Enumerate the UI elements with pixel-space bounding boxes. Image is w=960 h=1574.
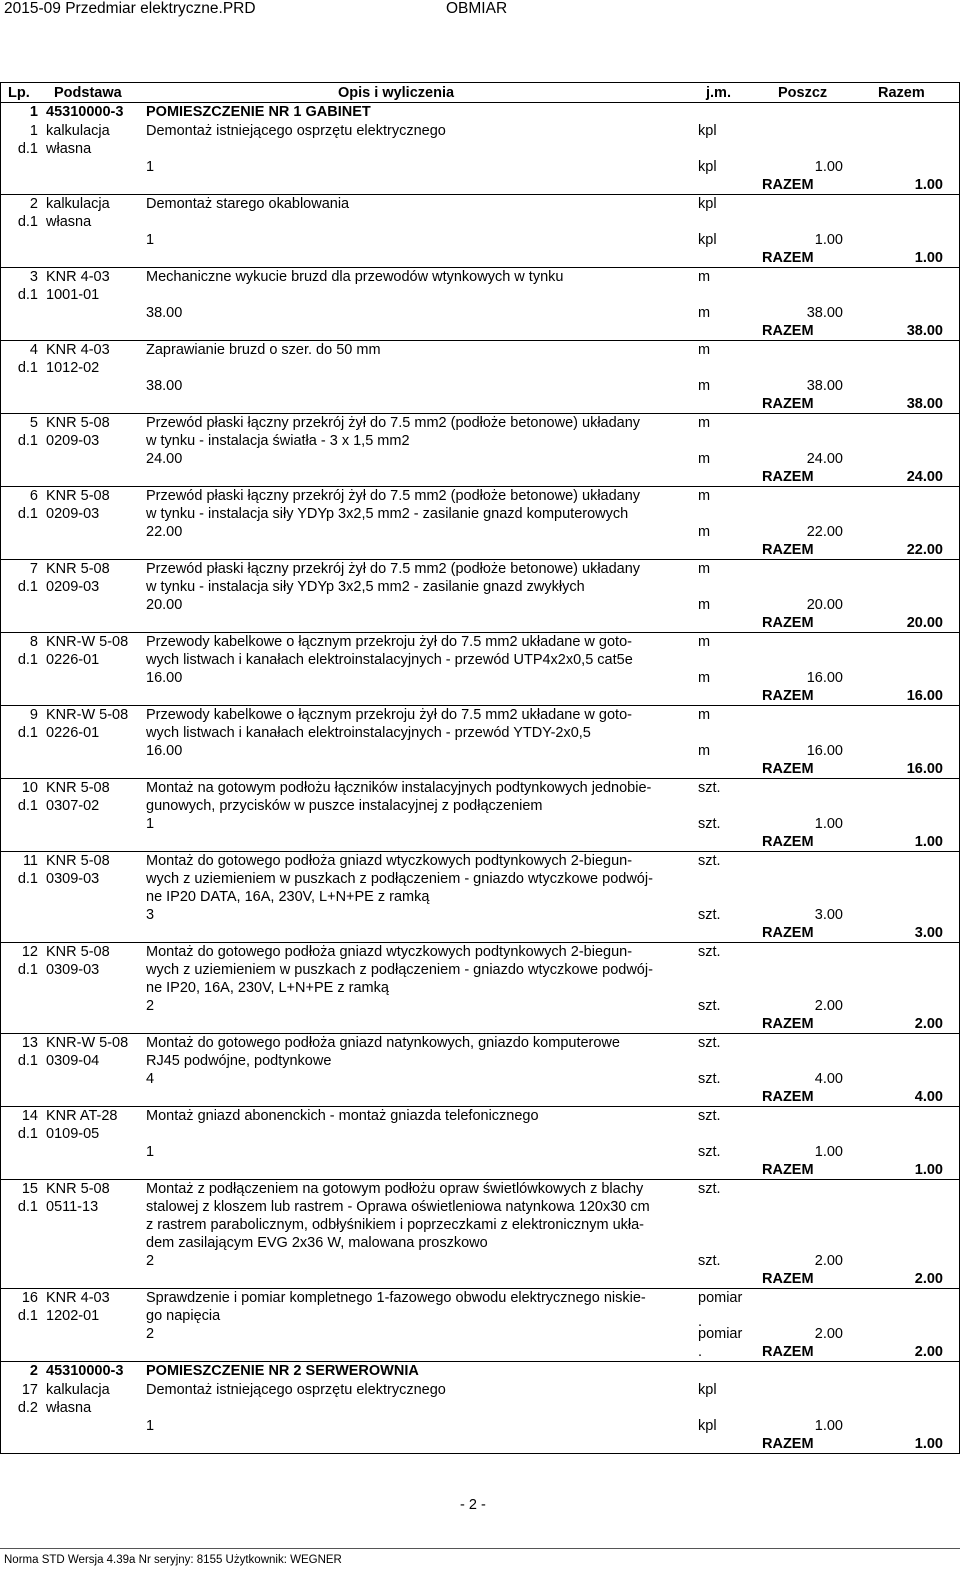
item-unit: szt.: [698, 1035, 721, 1051]
item-partial-value: 4.00: [814, 1071, 843, 1087]
item-number: 13: [21, 1035, 38, 1051]
item-description: wych z uziemieniem w puszkach z podłączeniem - gniazdo wtyczkowe podwój-: [146, 871, 653, 887]
item-description: Montaż z podłączeniem na gotowym podłożu opraw świetlówkowych z blachy: [146, 1181, 644, 1197]
item-calc-unit: m: [698, 451, 711, 467]
item-unit: szt.: [698, 780, 721, 796]
footer-info: Norma STD Wersja 4.39a Nr seryjny: 8155 Użytkownik: WEGNER: [4, 1554, 342, 1566]
item-calc-quantity: 1: [146, 816, 155, 832]
item-calc-quantity: 20.00: [146, 597, 183, 613]
item-base: kalkulacja: [46, 196, 110, 212]
item-number: 4: [29, 342, 38, 358]
item-base: 1202-01: [46, 1308, 100, 1324]
item-description: Przewody kabelkowe o łącznym przekroju żył do 7.5 mm2 układane w goto-: [146, 707, 632, 723]
item-partial-value: 16.00: [806, 743, 843, 759]
item-unit-suffix: .: [698, 1314, 703, 1330]
item-calc-quantity: 16.00: [146, 743, 183, 759]
item-number: 7: [29, 561, 38, 577]
item-description: stalowej z kloszem lub rastrem - Oprawa oświetleniowa natynkowa 120x30 cm: [146, 1199, 650, 1215]
item-razem-label: RAZEM: [762, 250, 814, 266]
item-razem-label: RAZEM: [762, 1271, 814, 1287]
item-base: KNR-W 5-08: [46, 634, 129, 650]
item-partial-value: 2.00: [814, 1326, 843, 1342]
item-number: 16: [21, 1290, 38, 1306]
item-calc-unit: szt.: [698, 998, 721, 1014]
item-calc-unit: kpl: [698, 232, 717, 248]
item-number: 5: [29, 415, 38, 431]
item-base: kalkulacja: [46, 1382, 110, 1398]
item-description: Przewód płaski łączny przekrój żył do 7.5 mm2 (podłoże betonowe) układany: [146, 488, 641, 504]
item-base: 1001-01: [46, 287, 100, 303]
item-calc-quantity: 2: [146, 998, 155, 1014]
item-total: 1.00: [914, 250, 943, 266]
item-base: KNR 5-08: [46, 853, 110, 869]
item-total: 1.00: [914, 834, 943, 850]
item-number: 3: [29, 269, 38, 285]
item-separator: [0, 340, 960, 341]
item-description: z rastrem parabolicznym, odbłyśnikiem i poprzeczkami z elektronicznym ukła-: [146, 1217, 644, 1233]
item-razem-label: RAZEM: [762, 1436, 814, 1452]
item-unit: m: [698, 561, 711, 577]
item-calc-unit: m: [698, 670, 711, 686]
item-description: Przewód płaski łączny przekrój żył do 7.5 mm2 (podłoże betonowe) układany: [146, 415, 641, 431]
item-unit: szt.: [698, 944, 721, 960]
item-razem-label: RAZEM: [762, 761, 814, 777]
item-base: KNR 4-03: [46, 269, 110, 285]
item-total: 38.00: [906, 323, 943, 339]
item-razem-label: RAZEM: [762, 615, 814, 631]
item-partial-value: 22.00: [806, 524, 843, 540]
item-calc-quantity: 1: [146, 159, 155, 175]
item-calc-quantity: 2: [146, 1326, 155, 1342]
item-number: 15: [21, 1181, 38, 1197]
group-number: 2: [29, 1363, 38, 1379]
item-number: 17: [21, 1382, 38, 1398]
item-partial-value: 1.00: [814, 1144, 843, 1160]
item-unit: m: [698, 488, 711, 504]
item-partial-value: 1.00: [814, 1418, 843, 1434]
item-total: 22.00: [906, 542, 943, 558]
item-base: 0226-01: [46, 725, 100, 741]
item-unit: m: [698, 707, 711, 723]
item-number: 8: [29, 634, 38, 650]
item-unit: m: [698, 342, 711, 358]
item-section: d.1: [17, 962, 38, 978]
item-calc-quantity: 16.00: [146, 670, 183, 686]
item-description: w tynku - instalacja siły YDYp 3x2,5 mm2 - zasilanie gnazd komputerowych: [146, 506, 629, 522]
item-unit: kpl: [698, 196, 717, 212]
item-section: d.1: [17, 1308, 38, 1324]
item-number: 14: [21, 1108, 38, 1124]
item-partial-value: 1.00: [814, 816, 843, 832]
item-calc-quantity: 4: [146, 1071, 155, 1087]
item-base: KNR AT-28: [46, 1108, 118, 1124]
item-calc-unit: szt.: [698, 1253, 721, 1269]
item-description: Mechaniczne wykucie bruzd dla przewodów wtynkowych w tynku: [146, 269, 564, 285]
item-description: Montaż do gotowego podłoża gniazd wtyczkowych podtynkowych 2-biegun-: [146, 853, 633, 869]
item-razem-label: RAZEM: [762, 396, 814, 412]
item-partial-value: 1.00: [814, 232, 843, 248]
item-section: d.1: [17, 1126, 38, 1142]
item-total: 1.00: [914, 1436, 943, 1452]
item-unit: m: [698, 634, 711, 650]
item-calc-unit: m: [698, 743, 711, 759]
item-section: d.1: [17, 433, 38, 449]
item-razem-label: RAZEM: [762, 469, 814, 485]
group-code: 45310000-3: [46, 104, 124, 120]
item-section: d.1: [17, 360, 38, 376]
item-description: dem zasilającym EVG 2x36 W, malowana proszkowo: [146, 1235, 488, 1251]
item-base: 0226-01: [46, 652, 100, 668]
item-calc-unit-suffix: .: [698, 1344, 703, 1360]
item-total: 2.00: [914, 1344, 943, 1360]
item-separator: [0, 1453, 960, 1454]
item-section: d.1: [17, 871, 38, 887]
item-separator: [0, 194, 960, 195]
item-partial-value: 20.00: [806, 597, 843, 613]
item-description: RJ45 podwójne, podtynkowe: [146, 1053, 332, 1069]
item-number: 9: [29, 707, 38, 723]
item-calc-quantity: 24.00: [146, 451, 183, 467]
item-description: Sprawdzenie i pomiar kompletnego 1-fazowego obwodu elektrycznego niskie-: [146, 1290, 646, 1306]
item-base: 1012-02: [46, 360, 100, 376]
item-base: KNR 5-08: [46, 415, 110, 431]
item-base: 0307-02: [46, 798, 100, 814]
item-description: Montaż na gotowym podłożu łączników instalacyjnych podtynkowych jednobie-: [146, 780, 652, 796]
item-description: Montaż gniazd abonenckich - montaż gniazda telefonicznego: [146, 1108, 539, 1124]
group-title: POMIESZCZENIE NR 2 SERWEROWNIA: [146, 1363, 419, 1379]
item-razem-label: RAZEM: [762, 1162, 814, 1178]
item-base: KNR-W 5-08: [46, 707, 129, 723]
item-base: 0309-04: [46, 1053, 100, 1069]
item-partial-value: 38.00: [806, 378, 843, 394]
item-description: w tynku - instalacja światła - 3 x 1,5 mm2: [146, 433, 410, 449]
group-code: 45310000-3: [46, 1363, 124, 1379]
item-base: kalkulacja: [46, 123, 110, 139]
item-base: 0109-05: [46, 1126, 100, 1142]
item-number: 10: [21, 780, 38, 796]
header-rule: [0, 82, 960, 83]
item-partial-value: 1.00: [814, 159, 843, 175]
col-podstawa: Podstawa: [54, 85, 122, 101]
item-base: własna: [46, 214, 92, 230]
item-base: 0209-03: [46, 433, 100, 449]
item-description: Demontaż starego okablowania: [146, 196, 350, 212]
item-partial-value: 3.00: [814, 907, 843, 923]
item-section: d.1: [17, 214, 38, 230]
item-calc-unit: kpl: [698, 159, 717, 175]
item-section: d.1: [17, 141, 38, 157]
item-number: 6: [29, 488, 38, 504]
item-calc-unit: pomiar: [698, 1326, 743, 1342]
item-partial-value: 16.00: [806, 670, 843, 686]
item-section: d.1: [17, 652, 38, 668]
item-razem-label: RAZEM: [762, 1344, 814, 1360]
item-base: 0309-03: [46, 962, 100, 978]
item-unit: m: [698, 415, 711, 431]
item-calc-quantity: 2: [146, 1253, 155, 1269]
group-number: 1: [29, 104, 38, 120]
item-total: 16.00: [906, 688, 943, 704]
item-calc-unit: m: [698, 378, 711, 394]
item-description: wych listwach i kanałach elektroinstalacyjnych - przewód YTDY-2x0,5: [146, 725, 591, 741]
item-razem-label: RAZEM: [762, 834, 814, 850]
table-left-border: [0, 82, 1, 1454]
item-razem-label: RAZEM: [762, 177, 814, 193]
col-jm: j.m.: [706, 85, 731, 101]
item-description: wych listwach i kanałach elektroinstalacyjnych - przewód UTP4x2x0,5 cat5e: [146, 652, 633, 668]
document-mode: OBMIAR: [446, 0, 508, 17]
item-calc-quantity: 38.00: [146, 378, 183, 394]
item-partial-value: 24.00: [806, 451, 843, 467]
group-title: POMIESZCZENIE NR 1 GABINET: [146, 104, 371, 120]
item-base: KNR 5-08: [46, 488, 110, 504]
item-total: 1.00: [914, 177, 943, 193]
columns-rule: [0, 102, 960, 103]
item-total: 16.00: [906, 761, 943, 777]
item-unit: szt.: [698, 1181, 721, 1197]
item-section: d.2: [17, 1400, 38, 1416]
item-number: 11: [22, 853, 38, 869]
item-razem-label: RAZEM: [762, 925, 814, 941]
item-calc-quantity: 3: [146, 907, 155, 923]
col-poszcz: Poszcz: [778, 85, 828, 101]
item-base: KNR 5-08: [46, 944, 110, 960]
item-section: d.1: [17, 798, 38, 814]
item-unit: szt.: [698, 1108, 721, 1124]
item-partial-value: 2.00: [814, 998, 843, 1014]
item-calc-unit: kpl: [698, 1418, 717, 1434]
item-description: wych z uziemieniem w puszkach z podłączeniem - gniazdo wtyczkowe podwój-: [146, 962, 653, 978]
item-calc-quantity: 1: [146, 1418, 155, 1434]
item-razem-label: RAZEM: [762, 1089, 814, 1105]
footer-rule: [0, 1548, 960, 1549]
col-razem: Razem: [878, 85, 925, 101]
item-razem-label: RAZEM: [762, 688, 814, 704]
item-calc-unit: m: [698, 305, 711, 321]
item-base: KNR 5-08: [46, 561, 110, 577]
col-opis: Opis i wyliczenia: [338, 85, 455, 101]
item-total: 20.00: [906, 615, 943, 631]
item-base: 0309-03: [46, 871, 100, 887]
item-calc-unit: szt.: [698, 1071, 721, 1087]
item-total: 2.00: [914, 1271, 943, 1287]
item-description: Montaż do gotowego podłoża gniazd natynkowych, gniazdo komputerowe: [146, 1035, 620, 1051]
item-partial-value: 38.00: [806, 305, 843, 321]
item-section: d.1: [17, 506, 38, 522]
item-base: KNR 4-03: [46, 342, 110, 358]
item-unit: szt.: [698, 853, 721, 869]
item-section: d.1: [17, 725, 38, 741]
item-description: Montaż do gotowego podłoża gniazd wtyczkowych podtynkowych 2-biegun-: [146, 944, 633, 960]
item-section: d.1: [17, 1199, 38, 1215]
item-total: 3.00: [914, 925, 943, 941]
page-number: - 2 -: [460, 1497, 486, 1513]
item-base: KNR 5-08: [46, 780, 110, 796]
item-base: KNR 5-08: [46, 1181, 110, 1197]
item-number: 12: [21, 944, 38, 960]
item-description: go napięcia: [146, 1308, 221, 1324]
item-calc-unit: szt.: [698, 907, 721, 923]
item-description: ne IP20, 16A, 230V, L+N+PE z ramką: [146, 980, 389, 996]
item-unit: kpl: [698, 123, 717, 139]
item-base: KNR-W 5-08: [46, 1035, 129, 1051]
item-total: 4.00: [914, 1089, 943, 1105]
item-unit: kpl: [698, 1382, 717, 1398]
item-unit: pomiar: [698, 1290, 743, 1306]
item-razem-label: RAZEM: [762, 1016, 814, 1032]
item-total: 1.00: [914, 1162, 943, 1178]
item-calc-quantity: 38.00: [146, 305, 183, 321]
item-description: Przewód płaski łączny przekrój żył do 7.5 mm2 (podłoże betonowe) układany: [146, 561, 641, 577]
item-calc-unit: szt.: [698, 816, 721, 832]
item-description: Zaprawianie bruzd o szer. do 50 mm: [146, 342, 381, 358]
item-calc-quantity: 1: [146, 1144, 155, 1160]
item-section: d.1: [17, 1053, 38, 1069]
item-base: własna: [46, 1400, 92, 1416]
item-base: 0511-13: [46, 1199, 99, 1215]
item-razem-label: RAZEM: [762, 323, 814, 339]
item-description: Demontaż istniejącego osprzętu elektrycznego: [146, 1382, 446, 1398]
item-calc-quantity: 22.00: [146, 524, 183, 540]
item-separator: [0, 1361, 960, 1362]
item-description: Przewody kabelkowe o łącznym przekroju żył do 7.5 mm2 układane w goto-: [146, 634, 632, 650]
item-calc-unit: m: [698, 524, 711, 540]
item-unit: m: [698, 269, 711, 285]
item-calc-unit: m: [698, 597, 711, 613]
item-calc-unit: szt.: [698, 1144, 721, 1160]
item-section: d.1: [17, 579, 38, 595]
item-base: własna: [46, 141, 92, 157]
item-calc-quantity: 1: [146, 232, 155, 248]
item-description: w tynku - instalacja siły YDYp 3x2,5 mm2 - zasilanie gnazd zwykłych: [146, 579, 585, 595]
document-filename: 2015-09 Przedmiar elektryczne.PRD: [4, 0, 256, 17]
item-total: 38.00: [906, 396, 943, 412]
item-base: 0209-03: [46, 506, 100, 522]
item-description: Demontaż istniejącego osprzętu elektrycznego: [146, 123, 446, 139]
item-base: KNR 4-03: [46, 1290, 110, 1306]
item-number: 1: [29, 123, 38, 139]
item-base: 0209-03: [46, 579, 100, 595]
item-description: ne IP20 DATA, 16A, 230V, L+N+PE z ramką: [146, 889, 430, 905]
item-description: gunowych, przycisków w puszce instalacyjnej z podłączeniem: [146, 798, 543, 814]
item-total: 2.00: [914, 1016, 943, 1032]
item-razem-label: RAZEM: [762, 542, 814, 558]
item-total: 24.00: [906, 469, 943, 485]
item-partial-value: 2.00: [814, 1253, 843, 1269]
col-lp: Lp.: [8, 85, 30, 101]
item-number: 2: [29, 196, 38, 212]
item-section: d.1: [17, 287, 38, 303]
